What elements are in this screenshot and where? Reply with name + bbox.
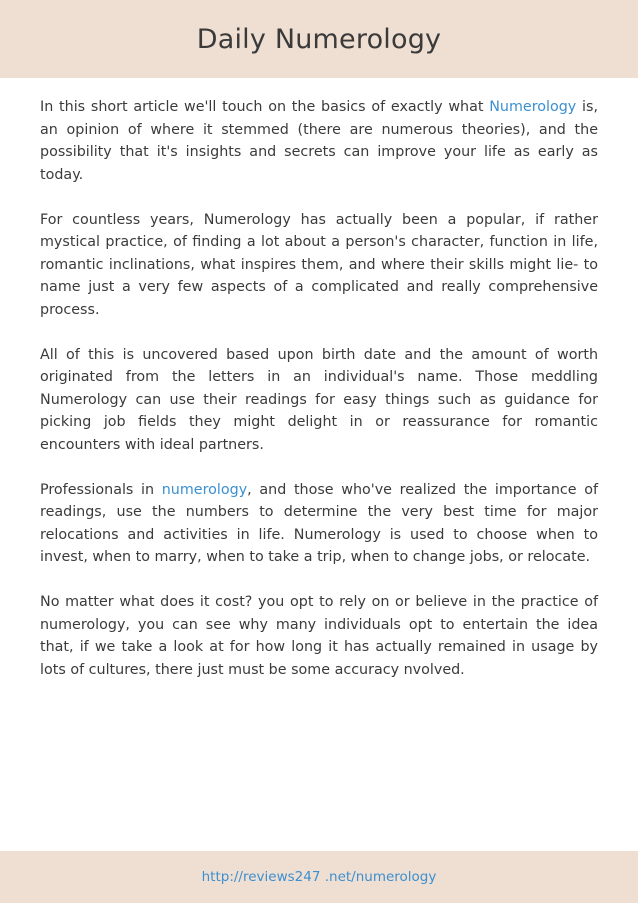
paragraph-4-text-end: , and those who've realized the importance of readings, use the numbers to determine the very best time for major relocations and activities in life. Numerology is used to choose when to invest, when to marry, when to take a trip, when to change jobs, or relocate. — [40, 481, 599, 565]
paragraph-4-text-start: Professionals in — [40, 481, 162, 498]
paragraph-5: No matter what does it cost? you opt to rely on or believe in the practice of numerology, you can see why many individuals opt to entertain the idea that, if we take a look at for how long it has actually remained in usage by lots of cultures, there just must be some accuracy nvolved. — [40, 594, 598, 678]
paragraph-1-text-end: is, an opinion of where it stemmed (there are numerous theories), and the possibility that it's insights and secrets can improve your life as early as today. — [40, 99, 598, 183]
paragraph-4 — [40, 479, 598, 569]
paragraph-3: All of this is uncovered based upon birth date and the amount of worth originated from the letters in an individual's name. Those meddling Numerology can use their readings for easy things such as guidance for picking job fields they might delight in or reassurance for romantic encounters with ideal partners. — [40, 346, 598, 453]
page-title: Daily Numerology — [196, 24, 442, 55]
footer-url-link[interactable]: http://reviews247 .net/numerology — [201, 869, 437, 885]
paragraph-2: For countless years, Numerology has actually been a popular, if rather mystical practice, of finding a lot about a person's character, function in life, romantic inclinations, what inspires them, and where their skills might lie- to name just a very few aspects of a complicated and really comprehensive process. — [40, 211, 598, 318]
numerology-link[interactable]: Numerology — [489, 99, 577, 115]
article-body — [40, 96, 598, 704]
numerology-inline-link[interactable]: numerology — [161, 481, 248, 498]
paragraph-1-text-start: In this short article we'll touch on the basics of exactly what — [40, 99, 490, 115]
paragraph-1 — [40, 96, 598, 186]
